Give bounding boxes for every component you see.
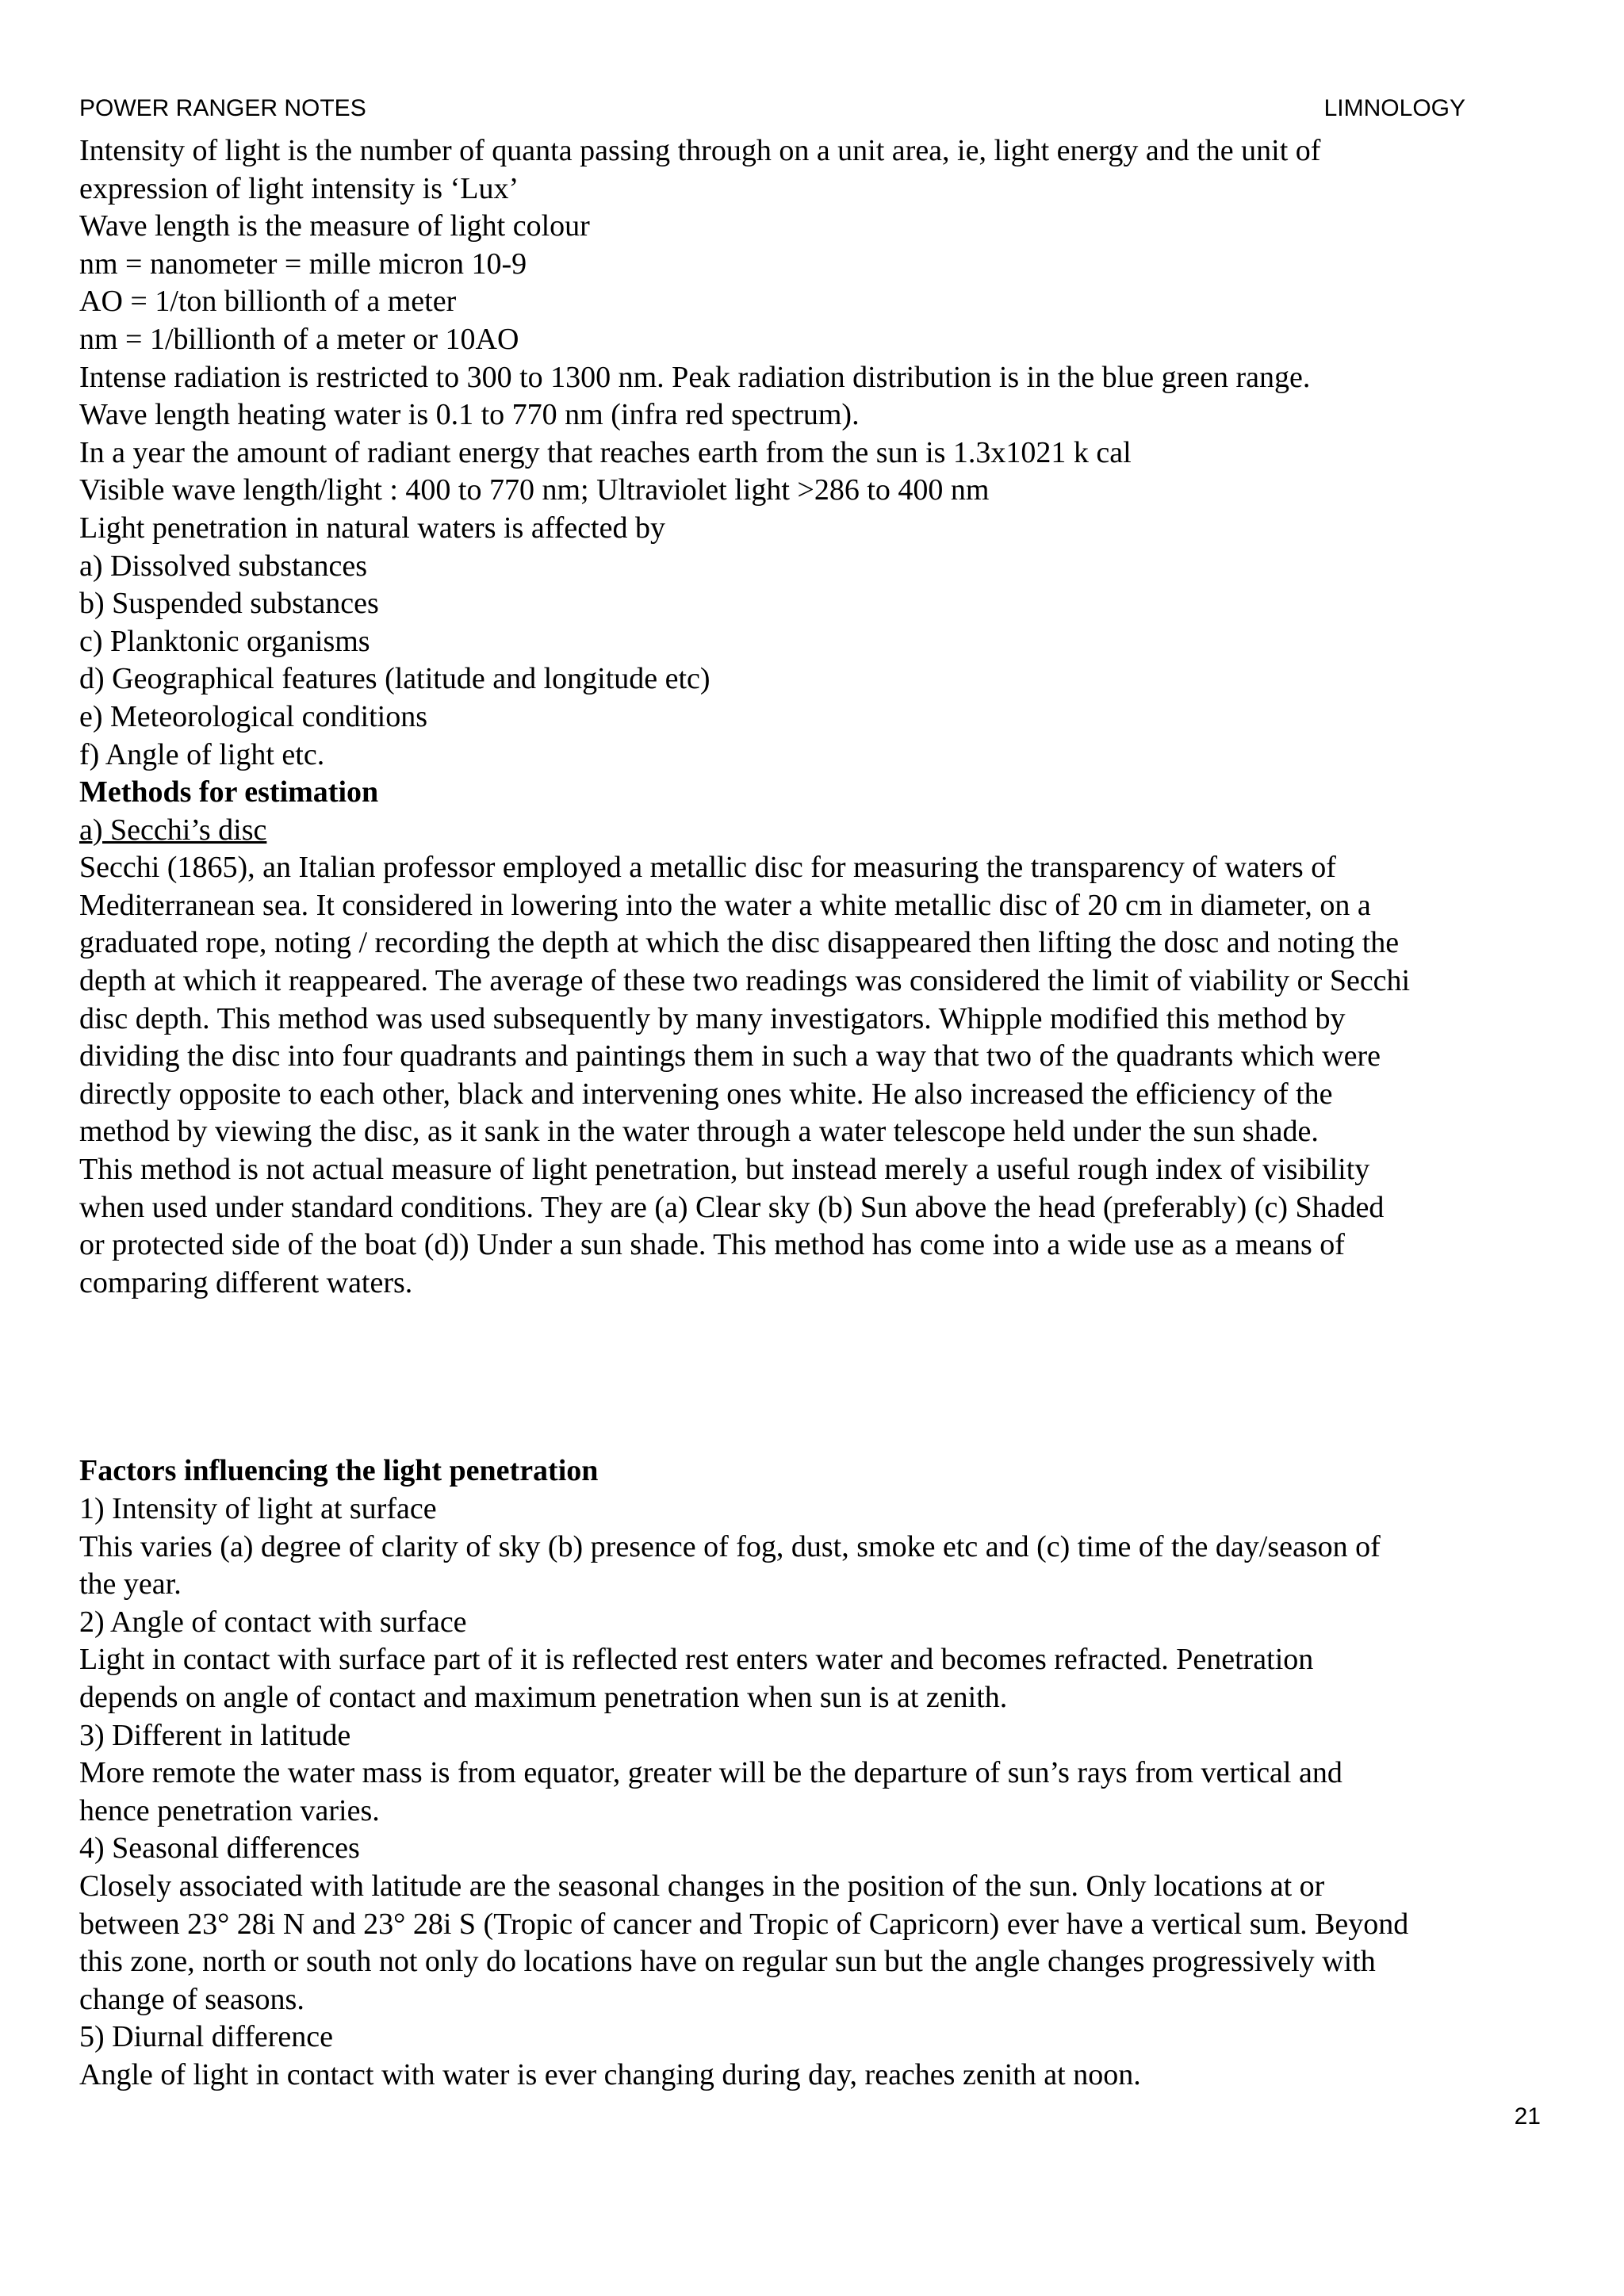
text-line: Mediterranean sea. It considered in lowering into the water a white metallic disc of 20 cm in diameter, on a (79, 888, 1371, 922)
text-line: this zone, north or south not only do locations have on regular sun but the angle changes progressively with (79, 1945, 1376, 1979)
text-line: AO = 1/ton billionth of a meter (79, 285, 457, 319)
text-line: 1) Intensity of light at surface (79, 1492, 437, 1525)
secchi-disc-subheading: a) Secchi’s disc (79, 813, 267, 847)
text-line: or protected side of the boat (d)) Under a sun shade. This method has come into a wide use as a means of (79, 1228, 1345, 1262)
text-line: Closely associated with latitude are the seasonal changes in the position of the sun. Only locations at or (79, 1869, 1325, 1903)
text-line: a) Dissolved substances (79, 549, 368, 583)
text-line: dividing the disc into four quadrants and paintings them in such a way that two of the quadrants which were (79, 1039, 1381, 1073)
text-line: the year. (79, 1567, 182, 1601)
page-number: 21 (1514, 2103, 1541, 2130)
text-line: depends on angle of contact and maximum penetration when sun is at zenith. (79, 1680, 1008, 1714)
text-line: comparing different waters. (79, 1265, 413, 1299)
text-line: nm = nanometer = mille micron 10-9 (79, 247, 527, 281)
page-body (79, 132, 1538, 2095)
text-line: 4) Seasonal differences (79, 1831, 360, 1866)
text-line: between 23° 28i N and 23° 28i S (Tropic of cancer and Tropic of Capricorn) ever have a vertical sum. Beyond (79, 1907, 1409, 1941)
text-line: Wave length heating water is 0.1 to 770 nm (infra red spectrum). (79, 398, 860, 432)
text-line: directly opposite to each other, black and intervening ones white. He also increased the efficiency of the (79, 1077, 1333, 1111)
factors-heading: Factors influencing the light penetration (79, 1454, 599, 1488)
section-gap (79, 1302, 1538, 1452)
text-line: Light penetration in natural waters is affected by (79, 511, 665, 545)
text-line: disc depth. This method was used subsequently by many investigators. Whipple modified this method by (79, 1001, 1346, 1035)
text-line: 2) Angle of contact with surface (79, 1605, 467, 1639)
text-line: d) Geographical features (latitude and longitude etc) (79, 662, 710, 696)
text-line: depth at which it reappeared. The average of these two readings was considered the limit of viability or Secchi (79, 964, 1411, 998)
text-line: when used under standard conditions. They are (a) Clear sky (b) Sun above the head (preferably) (c) Shaded (79, 1190, 1385, 1224)
text-line: Intense radiation is restricted to 300 to 1300 nm. Peak radiation distribution is in the blue green range. (79, 360, 1311, 394)
text-line: Secchi (1865), an Italian professor employed a metallic disc for measuring the transparency of waters of (79, 851, 1336, 885)
text-line: In a year the amount of radiant energy that reaches earth from the sun is 1.3x1021 k cal (79, 435, 1132, 469)
header-left: POWER RANGER NOTES (79, 95, 366, 121)
text-line: c) Planktonic organisms (79, 624, 370, 658)
text-line: change of seasons. (79, 1982, 304, 2016)
header-right: LIMNOLOGY (1323, 95, 1465, 121)
factors-section (79, 1490, 1538, 2095)
text-line: f) Angle of light etc. (79, 737, 325, 771)
running-header (79, 95, 1465, 127)
light-intensity-section (79, 132, 1538, 774)
text-line: This method is not actual measure of light penetration, but instead merely a useful rough index of visibility (79, 1153, 1370, 1187)
text-line: Intensity of light is the number of quanta passing through on a unit area, ie, light energy and the unit of (79, 134, 1321, 167)
secchi-disc-section (79, 849, 1538, 1302)
text-line: Light in contact with surface part of it is reflected rest enters water and becomes refracted. Penetration (79, 1643, 1314, 1677)
text-line: method by viewing the disc, as it sank in the water through a water telescope held under the sun shade. (79, 1115, 1319, 1149)
text-line: Visible wave length/light : 400 to 770 nm; Ultraviolet light >286 to 400 nm (79, 473, 990, 507)
text-line: 3) Different in latitude (79, 1718, 351, 1752)
text-line: expression of light intensity is ‘Lux’ (79, 171, 519, 205)
text-line: nm = 1/billionth of a meter or 10AO (79, 322, 519, 356)
text-line: b) Suspended substances (79, 587, 379, 621)
text-line: 5) Diurnal difference (79, 2020, 334, 2054)
text-line: graduated rope, noting / recording the depth at which the disc disappeared then lifting the dosc and noting the (79, 926, 1400, 960)
text-line: hence penetration varies. (79, 1793, 380, 1827)
text-line: Angle of light in contact with water is ever changing during day, reaches zenith at noon. (79, 2057, 1141, 2091)
text-line: Wave length is the measure of light colour (79, 209, 590, 243)
text-line: More remote the water mass is from equator, greater will be the departure of sun’s rays from vertical and (79, 1756, 1342, 1790)
text-line: This varies (a) degree of clarity of sky (b) presence of fog, dust, smoke etc and (c) time of the day/season of (79, 1529, 1381, 1563)
methods-heading: Methods for estimation (79, 775, 379, 809)
text-line: e) Meteorological conditions (79, 699, 427, 733)
